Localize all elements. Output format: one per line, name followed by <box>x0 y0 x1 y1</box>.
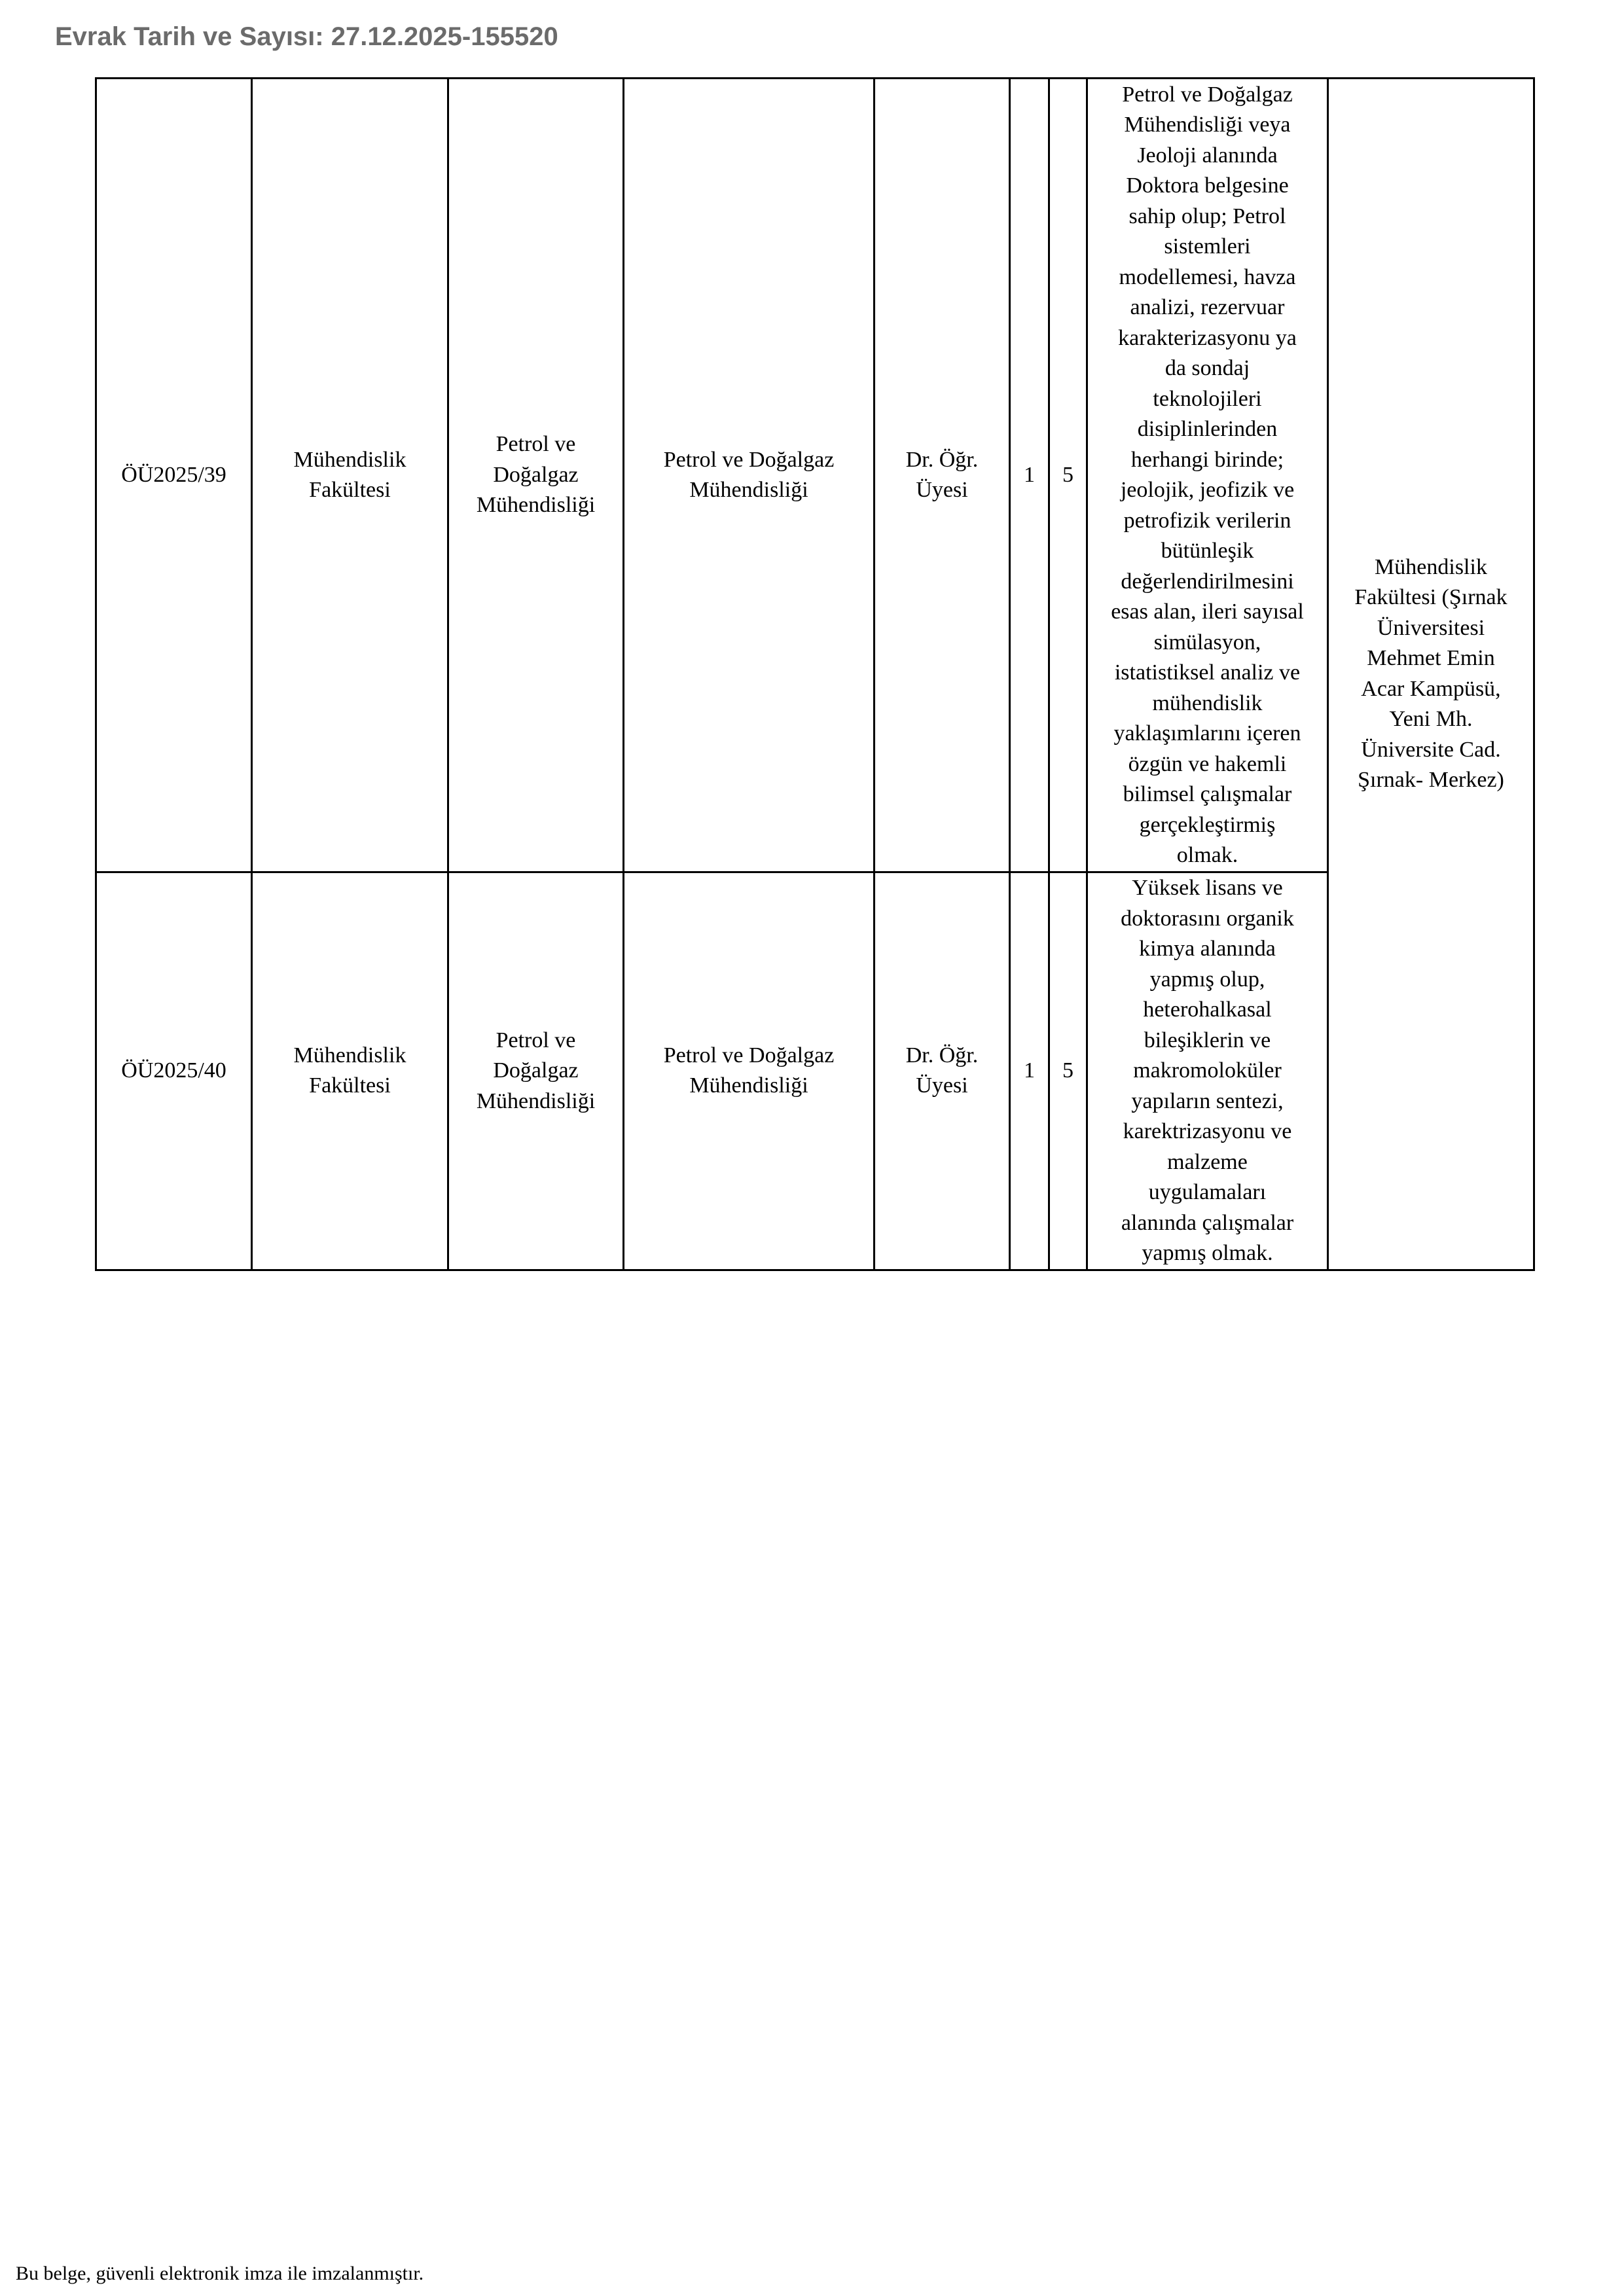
department-name: Petrol ve Doğalgaz Mühendisliği <box>448 79 624 872</box>
program-name: Petrol ve Doğalgaz Mühendisliği <box>624 872 875 1270</box>
position-degree: 5 <box>1049 79 1087 872</box>
table-row <box>96 872 1534 1270</box>
academic-title: Dr. Öğr. Üyesi <box>875 79 1010 872</box>
faculty-positions-table <box>95 77 1535 1271</box>
position-count: 1 <box>1010 872 1049 1270</box>
faculty-name: Mühendislik Fakültesi <box>252 872 448 1270</box>
position-code: ÖÜ2025/40 <box>96 872 252 1270</box>
academic-title: Dr. Öğr. Üyesi <box>875 872 1010 1270</box>
position-degree: 5 <box>1049 872 1087 1270</box>
position-requirements: Yüksek lisans ve doktorasını organik kimya alanında yapmış olup, heterohalkasal bileşiklerin ve makromoloküler yapıların sentezi, karektrizasyonu ve malzeme uygulamaları alanında çalışmalar yapmış olmak. <box>1087 872 1328 1270</box>
table-row <box>96 79 1534 872</box>
program-name: Petrol ve Doğalgaz Mühendisliği <box>624 79 875 872</box>
position-code: ÖÜ2025/39 <box>96 79 252 872</box>
application-address: Mühendislik Fakültesi (Şırnak Üniversitesi Mehmet Emin Acar Kampüsü, Yeni Mh. Üniversite Cad. Şırnak- Merkez) <box>1328 79 1534 1270</box>
e-signature-note: Bu belge, güvenli elektronik imza ile imzalanmıştır. <box>16 2263 424 2284</box>
document-date-number-header: Evrak Tarih ve Sayısı: 27.12.2025-155520 <box>55 22 558 51</box>
faculty-name: Mühendislik Fakültesi <box>252 79 448 872</box>
department-name: Petrol ve Doğalgaz Mühendisliği <box>448 872 624 1270</box>
position-requirements: Petrol ve Doğalgaz Mühendisliği veya Jeoloji alanında Doktora belgesine sahip olup; Petrol sistemleri modellemesi, havza analizi, rezervuar karakterizasyonu ya da sondaj teknolojileri disiplinlerinden herhangi birinde; jeolojik, jeofizik ve petrofizik verilerin bütünleşik değerlendirilmesini esas alan, ileri sayısal simülasyon, istatistiksel analiz ve mühendislik yaklaşımlarını içeren özgün ve hakemli bilimsel çalışmalar gerçekleştirmiş olmak. <box>1087 79 1328 872</box>
position-count: 1 <box>1010 79 1049 872</box>
